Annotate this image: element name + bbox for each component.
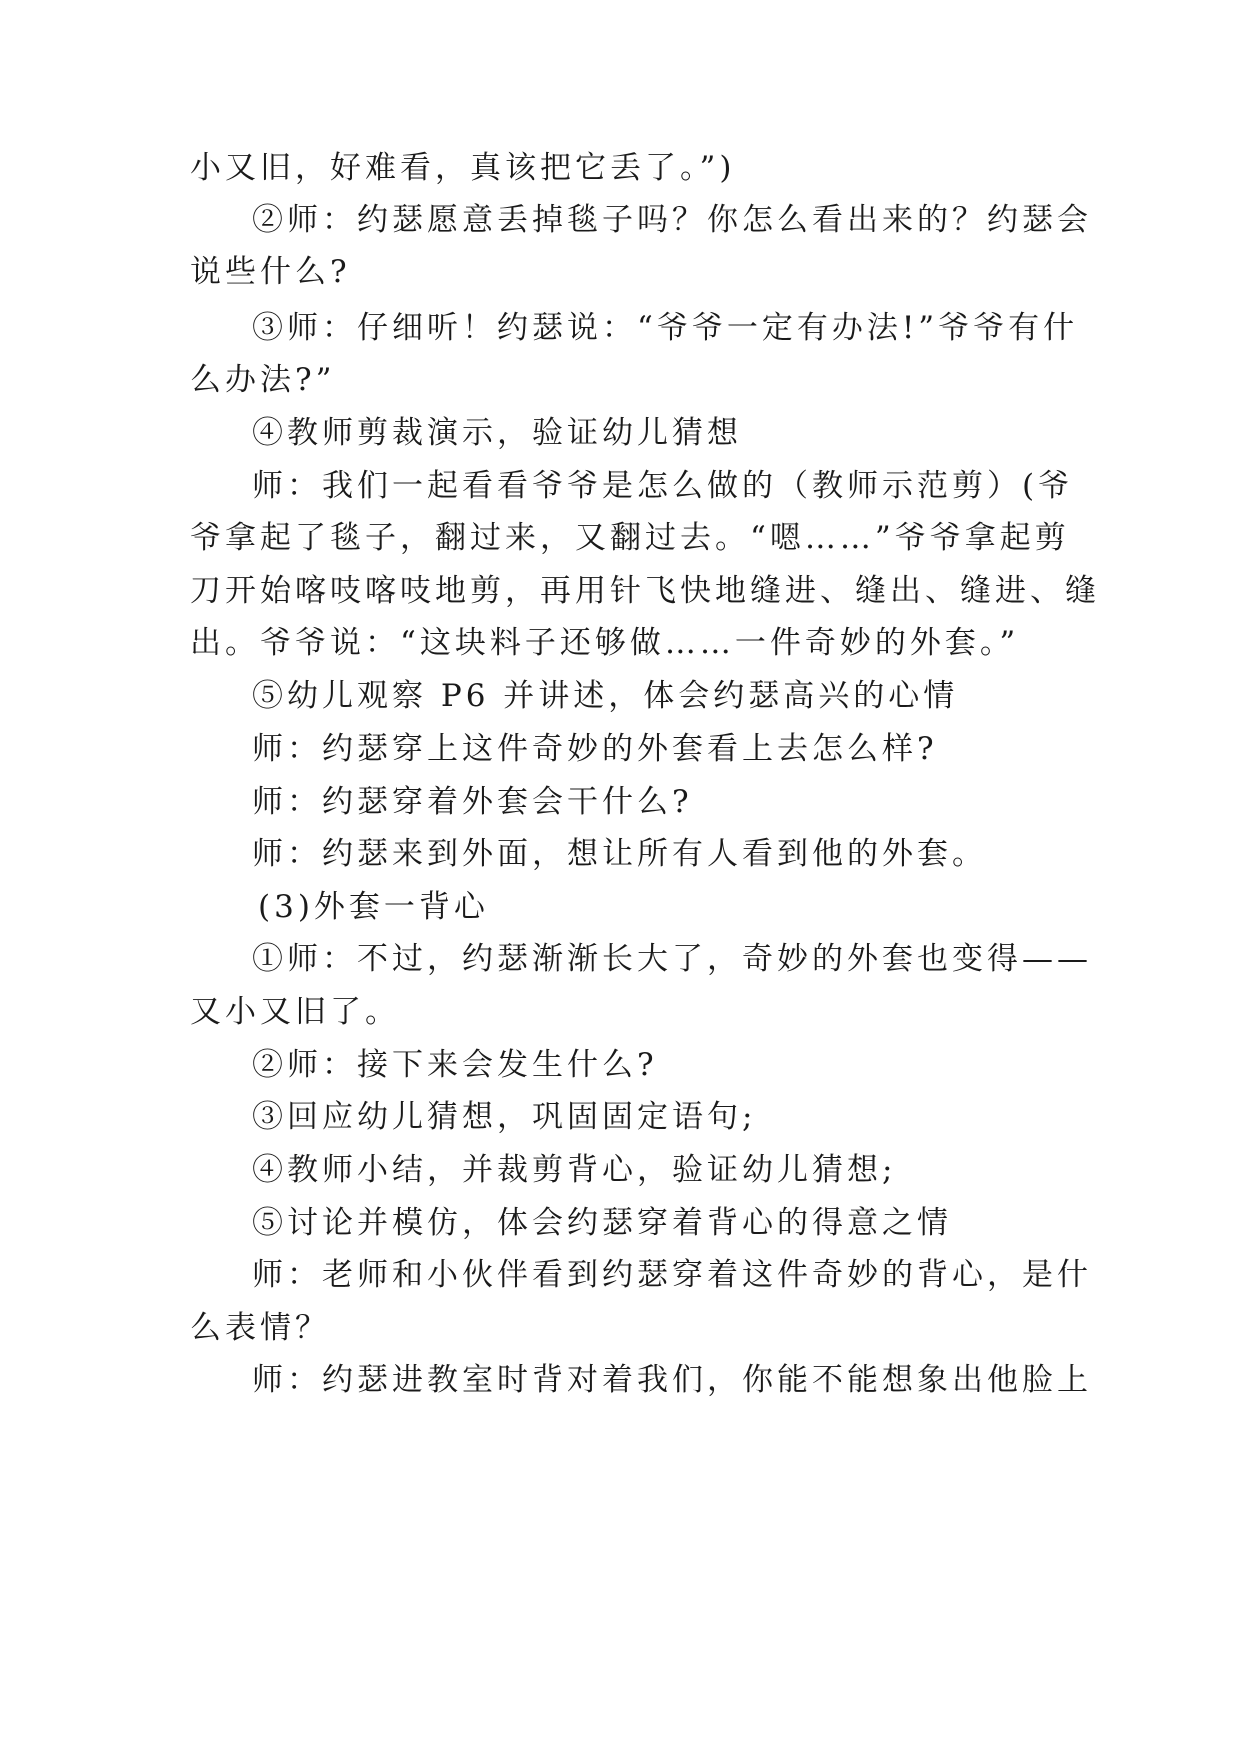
text-line: 么办法?” [190, 362, 336, 398]
text-line: 么表情？ [190, 1310, 330, 1346]
text-line: ④教师剪裁演示，验证幼儿猜想 [252, 415, 742, 451]
text-line: ①师：不过，约瑟渐渐长大了，奇妙的外套也变得—— [252, 941, 1092, 977]
text-line: 刀开始喀吱喀吱地剪，再用针飞快地缝进、缝出、缝进、缝 [190, 573, 1100, 609]
text-line: 师：老师和小伙伴看到约瑟穿着这件奇妙的背心，是什 [252, 1257, 1092, 1293]
text-line: ④教师小结，并裁剪背心，验证幼儿猜想; [252, 1152, 897, 1188]
text-line: 又小又旧了。 [190, 994, 400, 1030]
text-line: ③师：仔细听！约瑟说：“爷爷一定有办法!”爷爷有什 [252, 310, 1079, 346]
text-line: 小又旧，好难看，真该把它丢了。”) [190, 150, 736, 186]
text-line: ③回应幼儿猜想，巩固固定语句; [252, 1099, 757, 1135]
text-line: 说些什么? [190, 254, 351, 290]
text-line: 爷拿起了毯子，翻过来，又翻过去。“嗯……”爷爷拿起剪 [190, 520, 1070, 556]
text-line: 师：约瑟进教室时背对着我们，你能不能想象出他脸上 [252, 1362, 1092, 1398]
text-line: ②师：约瑟愿意丢掉毯子吗？你怎么看出来的？约瑟会 [252, 202, 1092, 238]
text-line: (3)外套一背心 [258, 889, 489, 925]
text-line: 师：约瑟来到外面，想让所有人看到他的外套。 [252, 836, 987, 872]
text-line: ⑤讨论并模仿，体会约瑟穿着背心的得意之情 [252, 1205, 952, 1241]
text-line: 师：约瑟穿着外套会干什么? [252, 784, 693, 820]
text-line: 师：约瑟穿上这件奇妙的外套看上去怎么样? [252, 731, 938, 767]
text-line: ⑤幼儿观察 P6 并讲述，体会约瑟高兴的心情 [252, 678, 959, 714]
text-line: 师：我们一起看看爷爷是怎么做的（教师示范剪）(爷 [252, 468, 1074, 504]
text-line: 出。爷爷说：“这块料子还够做……一件奇妙的外套。” [190, 625, 1020, 661]
text-line: ②师：接下来会发生什么? [252, 1047, 658, 1083]
